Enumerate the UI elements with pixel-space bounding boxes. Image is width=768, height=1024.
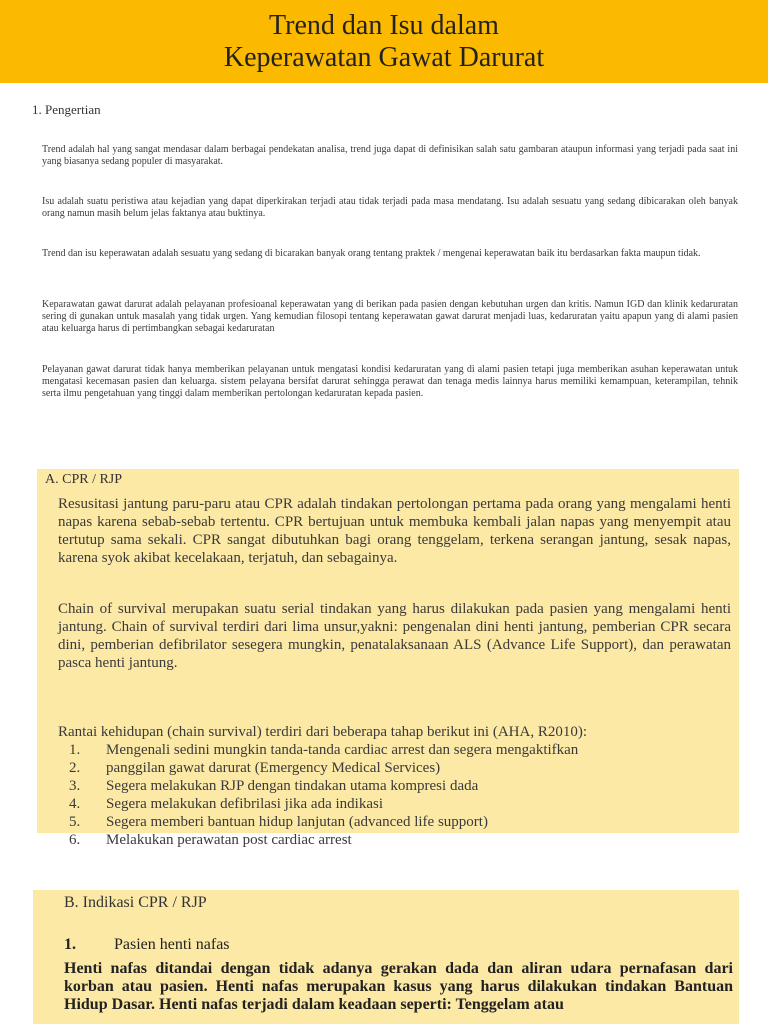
paragraph-trend: Trend adalah hal yang sangat mendasar dalam berbagai pendekatan analisa, trend juga dapat di definisikan salah satu gambaran ataupun informasi yang terjadi pada saat ini yang biasanya sedang populer di masyarakat.	[42, 144, 738, 167]
list-item-text: Melakukan perawatan post cardiac arrest	[106, 832, 352, 848]
paragraph-henti-nafas: Henti nafas ditandai dengan tidak adanya gerakan dada dan aliran udara pernafasan dari korban atau pasien. Henti nafas merupakan kasus yang harus dilakukan tindakan Bantuan Hidup Dasar. Henti nafas terjadi dalam keadaan seperti: Tenggelam atau	[64, 960, 733, 1013]
list-item-text: Segera melakukan defibrilasi jika ada indikasi	[106, 796, 383, 812]
paragraph-chain-of-survival: Chain of survival merupakan suatu serial tindakan yang harus dilakukan pada pasien yang mengalami henti jantung. Chain of survival terdiri dari lima unsur,yakni: pengenalan dini henti jantung, pemberian CPR secara dini, pemberian defibrilator sesegera mungkin, penatalaksanaan ALS (Advance Life Support), dan perawatan pasca henti jantung.	[58, 601, 731, 671]
list-item-text: Segera memberi bantuan hidup lanjutan (advanced life support)	[106, 814, 488, 830]
title-banner	[0, 0, 768, 83]
paragraph-keperawatan: Keparawatan gawat darurat adalah pelayanan profesioanal keperawatan yang di berikan pada pasien dengan kebutuhan urgen dan kritis. Namun IGD dan klinik kedaruratan sering di gunakan untuk masalah yang tidak urgen. Yang kemudian filosopi tentang keperawatan gawat darurat menjadi luas, kedaruratan yaitu apapun yang di alami pasien atau keluarga harus di pertimbangkan sebagai kedaruratan	[42, 299, 738, 334]
list-item-text: panggilan gawat darurat (Emergency Medical Services)	[106, 760, 441, 776]
list-item-number: 3.	[69, 778, 81, 794]
section-b-subheading	[64, 936, 230, 954]
list-item	[58, 777, 731, 795]
paragraph-resusitasi: Resusitasi jantung paru-paru atau CPR adalah tindakan pertolongan pertama pada orang yang mengalami henti napas karena sebab-sebab tertentu. CPR bertujuan untuk membuka kembali jalan napas yang menyempit atau tertutup sama sekali. CPR sangat dibutuhkan bagi orang tenggelam, terkena serangan jantung, sesak napas, karena syok akibat kecelakaan, terjatuh, dan sebagainya.	[58, 496, 731, 566]
list-item	[58, 741, 731, 759]
subheading-number: 1.	[64, 936, 76, 953]
list-item-text: Mengenali sedini mungkin tanda-tanda cardiac arrest dan segera mengaktifkan	[106, 742, 579, 758]
list-item-number: 4.	[69, 796, 81, 812]
section-a-box	[37, 469, 739, 848]
section-a-heading: A. CPR / RJP	[45, 472, 123, 487]
list-item	[58, 813, 731, 831]
title-line-2: Keperawatan Gawat Darurat	[223, 42, 545, 73]
paragraph-pelayanan: Pelayanan gawat darurat tidak hanya memberikan pelayanan untuk mengatasi kondisi kedaruratan yang di alami pasien tetapi juga memberikan asuhan keperawatan untuk mengatasi kecemasan pasien dan keluarga. sistem pelayana bersifat darurat sehingga perawat dan tenaga medis lainnya harus memiliki kemampuan, keterampilan, tehnik serta ilmu pengetahuan yang tinggi dalam memberikan pertolongan kedaruratan kepada pasien.	[42, 364, 738, 399]
title-line-1: Trend dan Isu dalam	[269, 10, 499, 41]
paragraph-isu: Isu adalah suatu peristiwa atau kejadian yang dapat diperkirakan terjadi atau tidak terjadi pada masa mendatang. Isu adalah sesuatu yang sedang dibicarakan oleh banyak orang namun masih belum jelas faktanya atau buktinya.	[42, 196, 738, 219]
list-intro: Rantai kehidupan (chain survival) terdiri dari beberapa tahap berikut ini (AHA, R2010):	[58, 724, 587, 740]
chain-survival-list	[58, 723, 731, 849]
list-item-number: 6.	[69, 832, 81, 848]
list-item-number: 2.	[69, 760, 81, 776]
section-1-heading: 1. Pengertian	[32, 102, 101, 117]
list-item-text: Segera melakukan RJP dengan tindakan utama kompresi dada	[106, 778, 479, 794]
list-item	[58, 759, 731, 777]
paragraph-trend-isu: Trend dan isu keperawatan adalah sesuatu yang sedang di bicarakan banyak orang tentang praktek / mengenai keperawatan baik itu berdasarkan fakta maupun tidak.	[42, 248, 701, 259]
section-b-box	[33, 890, 739, 1024]
list-item-number: 5.	[69, 814, 81, 830]
list-item	[58, 831, 731, 849]
list-item	[58, 795, 731, 813]
list-item-number: 1.	[69, 742, 81, 758]
subheading-title: Pasien henti nafas	[114, 936, 230, 953]
section-b-heading: B. Indikasi CPR / RJP	[64, 894, 207, 911]
